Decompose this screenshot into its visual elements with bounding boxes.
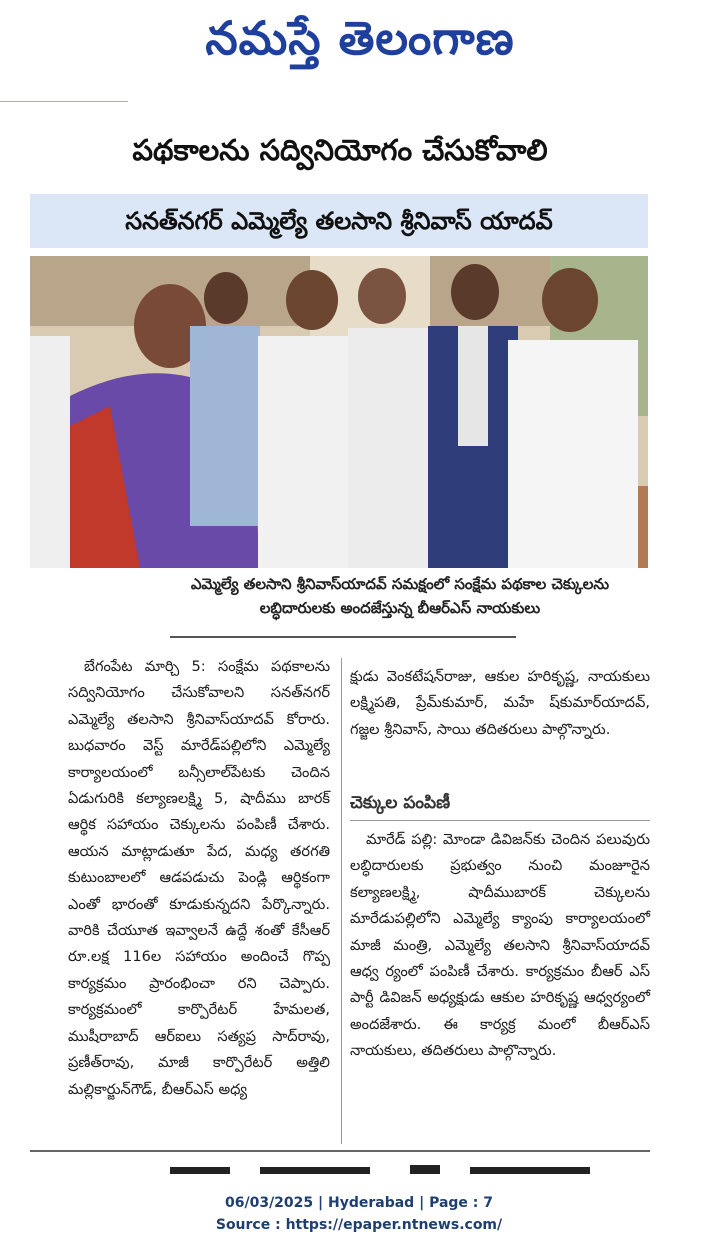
article-body-right-column-bottom: మారేడ్ పల్లి: మోండా డివిజన్‌కు చెందిన పలువురు లబ్ధిదారులకు ప్రభుత్వం నుంచి మంజూరైన కల్యాణలక్ష్మి, షాదీముబారక్ చెక్కులను మారేడుపల్లిలోని ఎమ్మెల్యే క్యాంపు కార్యాలయంలో మాజీ మంత్రి, ఎమ్మెల్యే తలసాని శ్రీనివాస్‌యాదవ్ ఆధ్వ ర్యంలో పంపిణీ చేశారు. కార్యక్రమం బీఆర్ ఎస్ పార్టీ డివిజన్ అధ్యక్షుడు ఆకుల హరికృష్ణ ఆధ్వర్యంలో అందజేశారు. ఈ కార్యక్ర మంలో బీఆర్‌ఎస్ నాయకులు, తదితరులు పాల్గొన్నారు. — [350, 831, 650, 1060]
subsection-title: చెక్కుల పంపిణీ — [350, 793, 451, 813]
cut-off-text-fragment — [30, 1161, 650, 1174]
subsection-rule — [350, 820, 650, 821]
footer-date-line: 06/03/2025 | Hyderabad | Page : 7 — [224, 1195, 494, 1211]
footer-source-link[interactable]: Source : https://epaper.ntnews.com/ — [215, 1217, 503, 1233]
newspaper-logo: నమస్తే తెలంగాణ — [205, 11, 515, 65]
article-headline: పథకాలను సద్వినియోగం చేసుకోవాలి — [132, 133, 548, 167]
masthead-rule — [0, 101, 128, 102]
next-article-cut-off — [30, 1160, 650, 1174]
page-footer — [0, 1192, 718, 1236]
article-body-right-column-top: క్షుడు వెంకటేషన్‌రాజు, ఆకుల హరికృష్ణ, నాయకులు లక్ష్మిపతి, ప్రేమ్‌కుమార్, మహే ష్‌కుమార్‌యాదవ్, గజ్జల శ్రీనివాస్, సాయి తదితరులు పాల్గొన్నారు. — [350, 668, 650, 738]
event-photo-illustration — [30, 256, 648, 568]
masthead — [0, 0, 718, 100]
article-bottom-rule — [30, 1150, 650, 1152]
column-divider — [341, 658, 342, 1144]
article-body-paragraph: బేగంపేట మార్చి 5: సంక్షేమ పథకాలను సద్వినియోగం చేసుకోవాలని సనత్‌నగర్ ఎమ్మెల్యే తలసాని శ్రీనివాస్‌యాదవ్ కోరారు. బుధవారం వెస్ట్ మారేడ్‌పల్లిలోని ఎమ్మెల్యే కార్యాలయంలో బన్సీలాల్‌పేటకు చెందిన ఏడుగురికి కల్యాణలక్ష్మి 5, షాదీము బారక్ ఆర్థిక సహాయం చెక్కులను పంపిణీ చేశారు. ఆయన మాట్లాడుతూ పేద, మధ్య తరగతి కుటుంబాలలో ఆడపడుచు పెండ్లి ఆర్థికంగా ఎంతో భారంతో కూడుకున్నదని పేర్కొన్నారు. వారికి చేయూత ఇవ్వాలనే ఉద్దే శంతో కేసీఆర్ రూ.లక్ష 116ల సహాయం అందించే గొప్ప కార్యక్రమం ప్రారంభించా రని చెప్పారు. కార్యక్రమంలో కార్పొరేటర్ హేమలత, ముషీరాబాద్ ఆర్‌ఐలు సత్యప్ర సాద్‌రావు, ప్రణీత్‌రావు, మాజీ కార్పొరేటర్ అత్తిలి మల్లికార్జున్‌గౌడ్, బీఆర్‌ఎస్ అధ్య — [68, 658, 330, 1098]
photo-caption: ఎమ్మెల్యే తలసాని శ్రీనివాస్‌యాదవ్ సమక్షంలో సంక్షేమ పథకాల చెక్కులను లబ్ధిదారులకు అందజేస్తున్న బీఆర్‌ఎస్ నాయకులు — [190, 575, 610, 617]
caption-rule — [170, 636, 516, 638]
article-body-left-column — [68, 654, 330, 1103]
event-photo — [30, 256, 648, 568]
article-subheadline: సనత్‌నగర్ ఎమ్మెల్యే తలసాని శ్రీనివాస్ యాదవ్ — [125, 207, 553, 235]
